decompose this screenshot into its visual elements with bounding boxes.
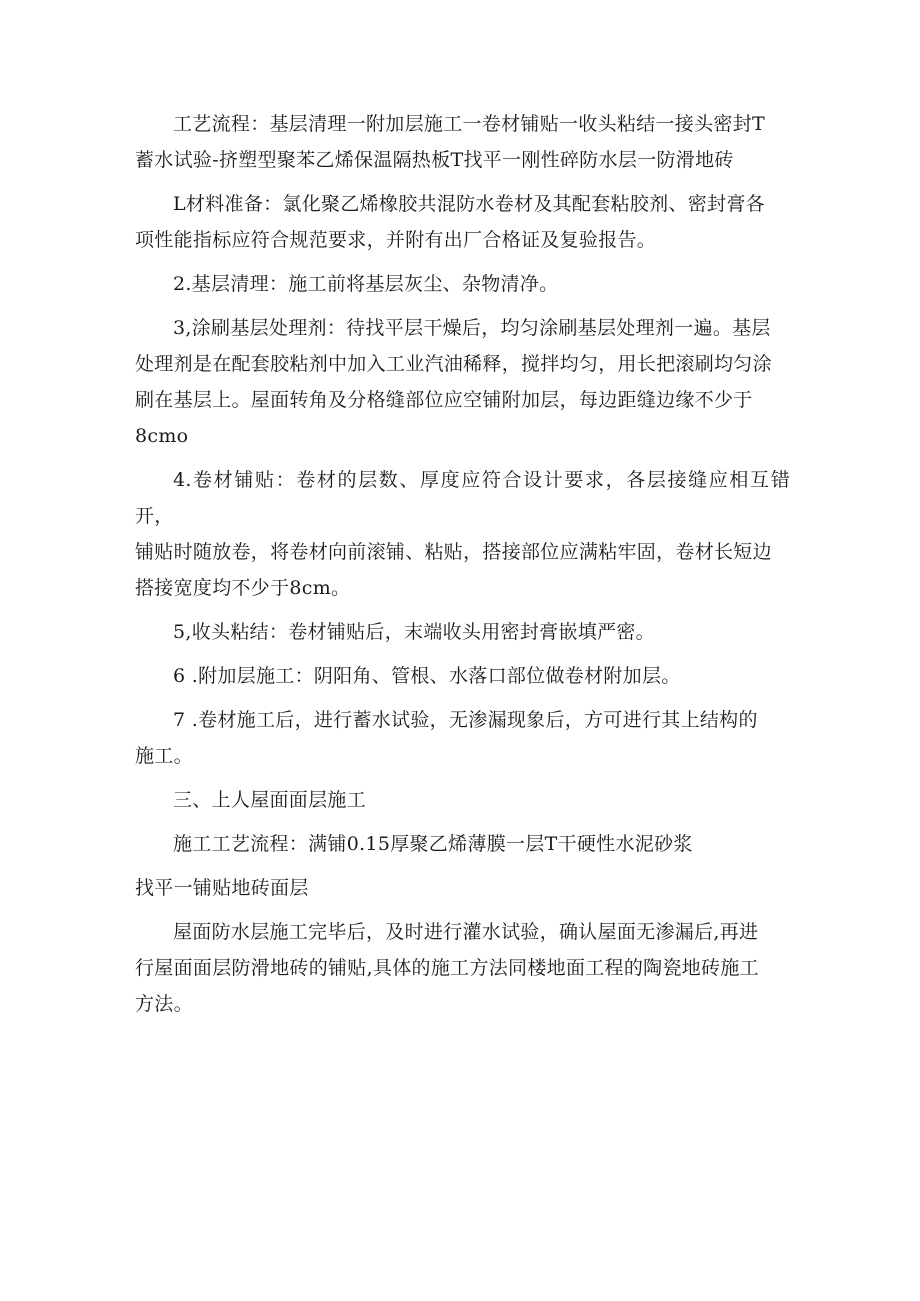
text-line: 7 .卷材施工后，进行蓄水试验，无渗漏现象后，方可进行其上结构的 — [173, 709, 758, 731]
text-line: 施工。 — [135, 745, 193, 767]
text-line: 方法。 — [135, 993, 193, 1015]
text-line: 8cmo — [135, 425, 189, 447]
text-line: 工艺流程：基层清理一附加层施工一卷材铺贴一收头粘结一接头密封T — [173, 113, 765, 135]
text-line: 找平一铺贴地砖面层 — [135, 877, 309, 899]
text-line: 刷在基层上。屋面转角及分格缝部位应空铺附加层，每边距缝边缘不少于 — [135, 389, 753, 411]
text-line: 3,涂刷基层处理剂：待找平层干燥后，均匀涂刷基层处理剂一遍。基层 — [173, 317, 771, 339]
paragraph-membrane-laying — [135, 462, 790, 606]
text-line: 处理剂是在配套胶粘剂中加入工业汽油稀释，搅拌均匀，用长把滚刷均匀涂 — [135, 353, 772, 375]
paragraph-water-test — [135, 702, 790, 774]
text-line: 搭接宽度均不少于8cm。 — [135, 577, 351, 599]
text-line: L材料准备：氯化聚乙烯橡胶共混防水卷材及其配套粘胶剂、密封膏各 — [173, 193, 765, 215]
paragraph-additional-layer — [135, 658, 790, 694]
text-line: 4.卷材铺贴：卷材的层数、厚度应符合设计要求，各层接缝应相互错开， — [135, 469, 790, 527]
paragraph-surface-process-cont — [135, 870, 790, 906]
document-page — [135, 106, 790, 1030]
paragraph-base-cleaning — [135, 266, 790, 302]
paragraph-surface-tiling — [135, 914, 790, 1022]
text-line: 5,收头粘结：卷材铺贴后，末端收头用密封膏嵌填严密。 — [173, 621, 655, 643]
text-line: 6 .附加层施工：阴阳角、管根、水落口部位做卷材附加层。 — [173, 665, 681, 687]
paragraph-primer — [135, 310, 790, 454]
paragraph-material-prep — [135, 186, 790, 258]
paragraph-surface-process — [135, 826, 790, 862]
text-line: 铺贴时随放卷，将卷材向前滚铺、粘贴，搭接部位应满粘牢固，卷材长短边 — [135, 541, 772, 563]
text-line: 项性能指标应符合规范要求，并附有出厂合格证及复验报告。 — [135, 229, 657, 251]
paragraph-edge-bonding — [135, 614, 790, 650]
text-line: 2.基层清理：施工前将基层灰尘、杂物清净。 — [173, 273, 559, 295]
text-line: 屋面防水层施工完毕后，及时进行灌水试验，确认屋面无渗漏后,再进 — [173, 921, 759, 943]
text-line: 蓄水试验-挤塑型聚苯乙烯保温隔热板T找平一刚性碎防水层一防滑地砖 — [135, 149, 734, 171]
text-line: 行屋面面层防滑地砖的铺贴,具体的施工方法同楼地面工程的陶瓷地砖施工 — [135, 957, 759, 979]
section-heading — [135, 782, 790, 818]
paragraph-process-flow — [135, 106, 790, 178]
text-line: 三、上人屋面面层施工 — [173, 789, 367, 811]
text-line: 施工工艺流程：满铺0.15厚聚乙烯薄膜一层T干硬性水泥砂浆 — [173, 833, 693, 855]
